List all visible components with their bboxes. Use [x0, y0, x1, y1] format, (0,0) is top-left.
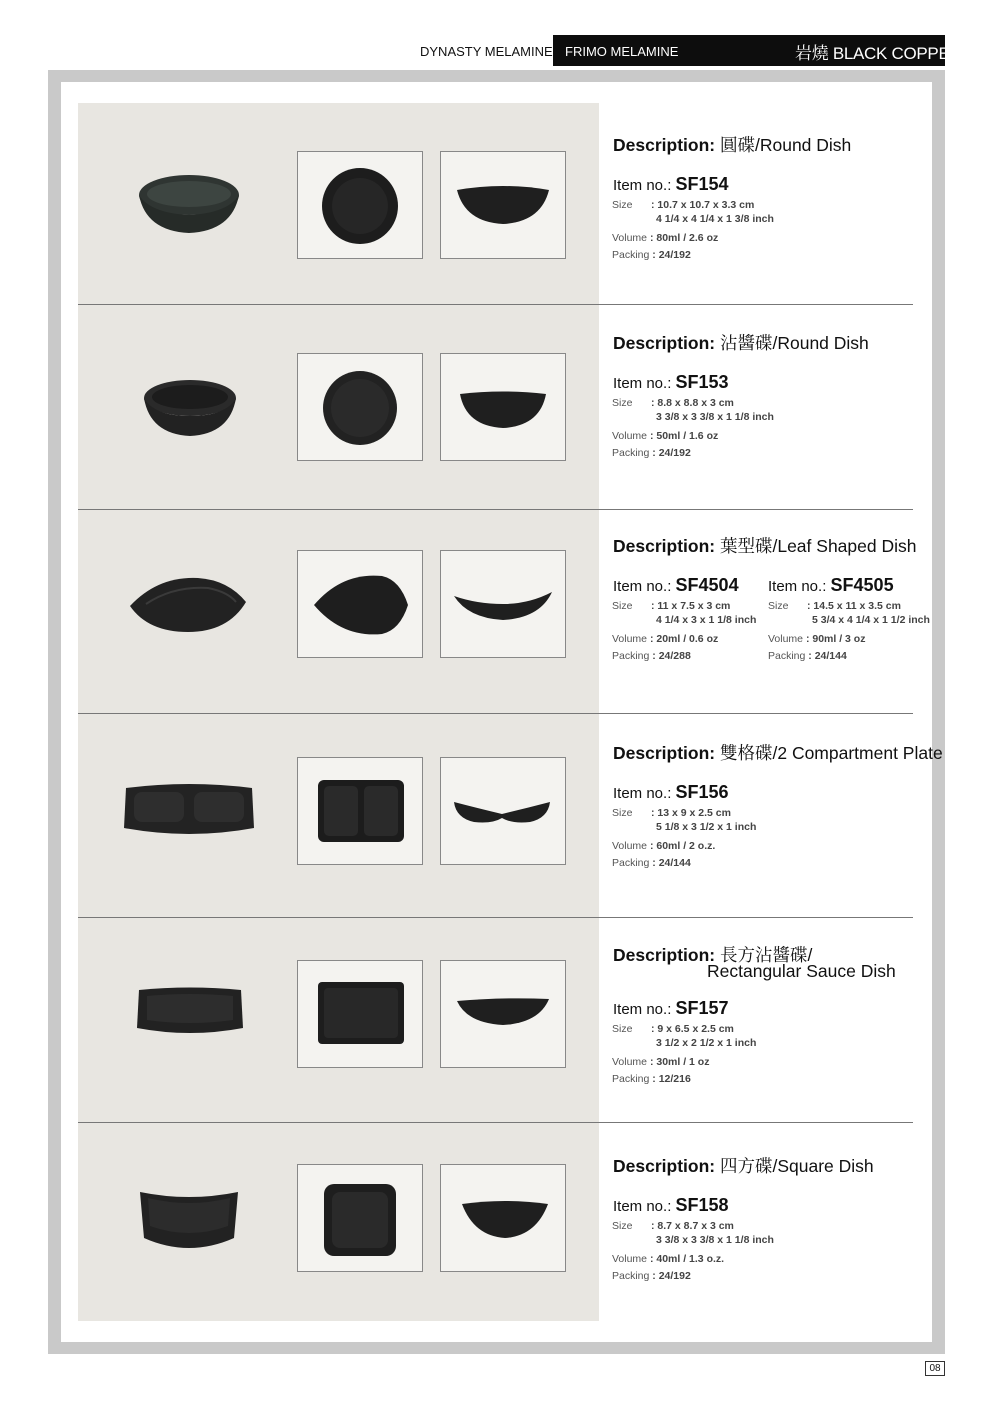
description-sf157-line2: Rectangular Sauce Dish [707, 961, 896, 981]
volume-row: Volume : 50ml / 1.6 oz [612, 430, 719, 442]
section-divider [78, 1122, 913, 1123]
packing-row: Packing : 24/144 [612, 857, 691, 869]
description-sf157: Description: 長方沾醬碟/ [613, 945, 813, 965]
item-no-sf156: Item no.: SF156 [613, 782, 729, 802]
section-divider [78, 917, 913, 918]
packing-row: Packing : 24/192 [612, 447, 691, 459]
size-cm: : 8.7 x 8.7 x 3 cm [651, 1220, 734, 1232]
description-leaf: Description: 葉型碟/Leaf Shaped Dish [613, 536, 917, 556]
size-cm: : 11 x 7.5 x 3 cm [651, 600, 731, 612]
size-inch: 5 3/4 x 4 1/4 x 1 1/2 inch [812, 614, 930, 626]
size-inch: 4 1/4 x 3 x 1 1/8 inch [656, 614, 757, 626]
product-photo-side [452, 800, 552, 826]
size-inch: 3 3/8 x 3 3/8 x 1 1/8 inch [656, 1234, 774, 1246]
product-photo-top [312, 572, 410, 638]
product-photo-side [455, 184, 551, 226]
product-photo-side [460, 1198, 550, 1240]
volume-row: Volume : 60ml / 2 o.z. [612, 840, 716, 852]
volume-row: Volume : 80ml / 2.6 oz [612, 232, 719, 244]
brand-dynasty: DYNASTY MELAMINE [420, 43, 553, 59]
size-label: Size [612, 199, 633, 211]
description-sf156: Description: 雙格碟/2 Compartment Plate [613, 743, 943, 763]
item-no-sf4505: Item no.: SF4505 [768, 575, 894, 595]
product-photo-angle [138, 1186, 240, 1256]
size-inch: 3 1/2 x 2 1/2 x 1 inch [656, 1037, 757, 1049]
brand-frimo: FRIMO MELAMINE [565, 43, 679, 59]
page-number: 08 [925, 1361, 945, 1376]
item-no-sf4504: Item no.: SF4504 [613, 575, 739, 595]
product-photo-angle [122, 782, 256, 840]
product-photo-angle [128, 574, 248, 636]
section-divider [78, 304, 913, 305]
section-divider [78, 509, 913, 510]
packing-row: Packing : 24/192 [612, 249, 691, 261]
product-photo-top [316, 980, 406, 1046]
size-inch: 5 1/8 x 3 1/2 x 1 inch [656, 821, 757, 833]
size-cm: : 9 x 6.5 x 2.5 cm [651, 1023, 734, 1035]
size-inch: 4 1/4 x 4 1/4 x 1 3/8 inch [656, 213, 774, 225]
item-no-sf154: Item no.: SF154 [613, 174, 729, 194]
description-sf158: Description: 四方碟/Square Dish [613, 1156, 874, 1176]
size-label: Size [612, 1023, 633, 1035]
product-photo-angle [135, 986, 245, 1038]
packing-row: Packing : 24/144 [768, 650, 847, 662]
volume-row: Volume : 30ml / 1 oz [612, 1056, 710, 1068]
size-cm: : 14.5 x 11 x 3.5 cm [807, 600, 901, 612]
packing-row: Packing : 24/192 [612, 1270, 691, 1282]
size-label: Size [612, 600, 633, 612]
description-sf153: Description: 沾醬碟/Round Dish [613, 333, 869, 353]
item-no-sf153: Item no.: SF153 [613, 372, 729, 392]
size-label: Size [612, 1220, 633, 1232]
size-inch: 3 3/8 x 3 3/8 x 1 1/8 inch [656, 411, 774, 423]
product-photo-side [452, 588, 554, 624]
volume-row: Volume : 20ml / 0.6 oz [612, 633, 719, 645]
product-photo-top [320, 368, 400, 448]
packing-row: Packing : 24/288 [612, 650, 691, 662]
description-sf154: Description: 圓碟/Round Dish [613, 135, 852, 155]
photo-band [78, 103, 599, 1321]
product-photo-top [320, 166, 400, 246]
size-label: Size [612, 807, 633, 819]
product-photo-side [458, 390, 548, 432]
brand-black-copper: 岩燒 BLACK COPPER [795, 43, 962, 63]
volume-row: Volume : 40ml / 1.3 o.z. [612, 1253, 725, 1265]
size-cm: : 10.7 x 10.7 x 3.3 cm [651, 199, 755, 211]
size-label: Size [612, 397, 633, 409]
item-no-sf158: Item no.: SF158 [613, 1195, 729, 1215]
volume-row: Volume : 90ml / 3 oz [768, 633, 866, 645]
product-photo-angle [138, 173, 240, 235]
item-no-sf157: Item no.: SF157 [613, 998, 729, 1018]
size-cm: : 13 x 9 x 2.5 cm [651, 807, 731, 819]
packing-row: Packing : 12/216 [612, 1073, 691, 1085]
size-label: Size [768, 600, 789, 612]
size-cm: : 8.8 x 8.8 x 3 cm [651, 397, 734, 409]
product-photo-top [316, 778, 406, 844]
product-photo-top [322, 1182, 398, 1258]
product-photo-angle [142, 376, 238, 438]
product-photo-side [455, 997, 551, 1029]
section-divider [78, 713, 913, 714]
